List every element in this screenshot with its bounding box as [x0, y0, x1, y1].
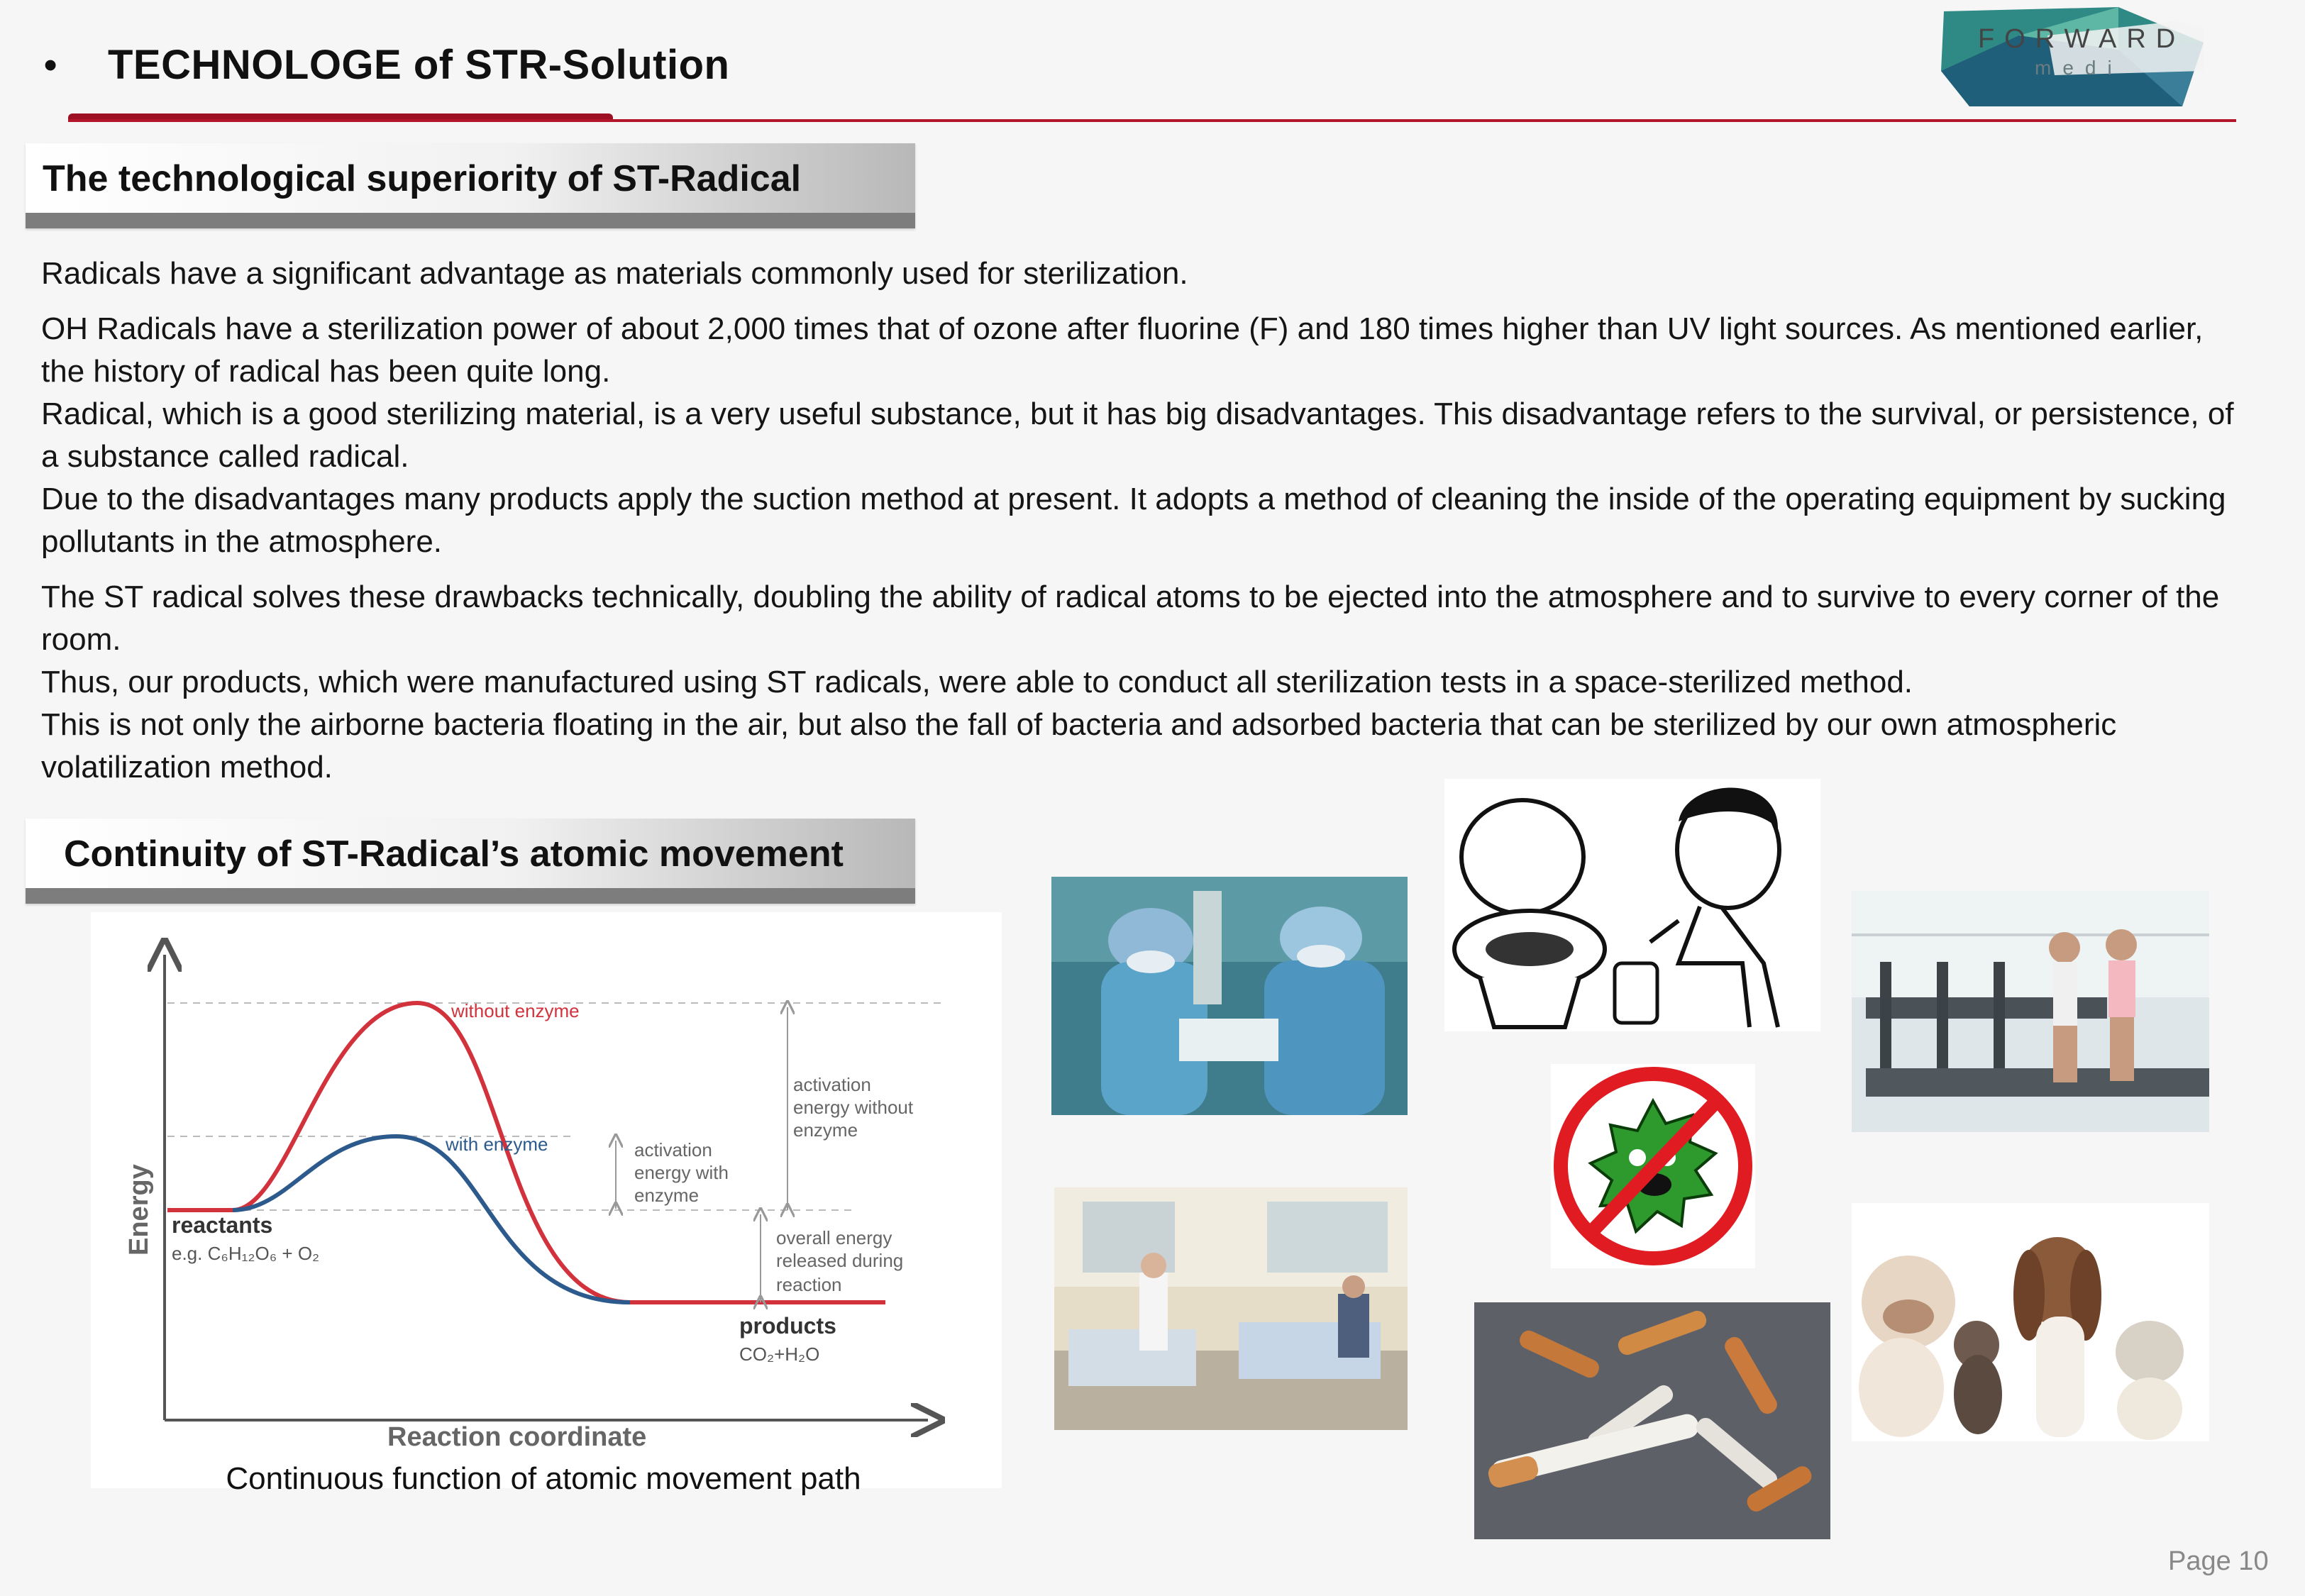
energy-diagram-svg — [91, 912, 1002, 1488]
surgery-photo — [1051, 877, 1408, 1115]
paragraph: The ST radical solves these drawbacks technically, doubling the ability of radical atoms to be ejected into the atmosphere and to survive to every corner of the room. — [41, 580, 2220, 657]
ann-overall-line3: reaction — [776, 1274, 842, 1295]
paragraph: OH Radicals have a sterilization power of about 2,000 times that of ozone after fluorine (F) and 180 times higher than UV light sources. As mentioned earlier, the history of radical has been quite long. — [41, 311, 2204, 389]
paragraph: Radical, which is a good sterilizing material, is a very useful substance, but it has big disadvantages. This disadvantage refers to the survival, or persistence, of a substance called radical. — [41, 397, 2234, 474]
reactants-formula: e.g. C₆H₁₂O₆ + O₂ — [172, 1243, 320, 1264]
ann-with-line2: energy with — [634, 1162, 729, 1183]
ann-without-line1: activation — [793, 1074, 871, 1095]
title-underline — [68, 119, 2236, 122]
ann-overall-line1: overall energy — [776, 1227, 892, 1248]
paragraph: Due to the disadvantages many products apply the suction method at present. It adopts a method of cleaning the inside of the operating equipment by sucking pollutants in the atmosphere. — [41, 482, 2226, 559]
logo-subtext: medi — [2035, 57, 2123, 79]
section-heading-superiority — [26, 143, 915, 228]
section-heading-continuity — [26, 819, 915, 904]
products-label: products — [739, 1313, 836, 1339]
title-bullet: • — [44, 45, 57, 86]
gym-treadmill-photo — [1852, 891, 2209, 1132]
ann-with-line1: activation — [634, 1139, 712, 1160]
x-axis-label: Reaction coordinate — [387, 1422, 647, 1452]
page-number: Page 10 — [2168, 1546, 2269, 1576]
section-heading-label: Continuity of ST-Radical’s atomic movement — [64, 833, 844, 875]
body-text — [41, 253, 2240, 789]
cigarette-ashtray-photo — [1474, 1302, 1830, 1539]
energy-diagram — [91, 912, 1002, 1488]
no-germs-sign — [1551, 1064, 1755, 1268]
paragraph: This is not only the airborne bacteria floating in the air, but also the fall of bacteria and adsorbed bacteria that can be sterilized by our own atmospheric volatilization method. — [41, 707, 2117, 785]
ann-without-line3: enzyme — [793, 1119, 858, 1141]
paragraph: Radicals have a significant advantage as materials commonly used for sterilization. — [41, 256, 1188, 291]
curve-without-label: without enzyme — [451, 1000, 580, 1021]
diagram-caption: Continuous function of atomic movement path — [226, 1461, 861, 1496]
ann-without-line2: energy without — [793, 1097, 914, 1118]
pets-photo — [1852, 1203, 2209, 1441]
section-heading-label: The technological superiority of ST-Radical — [43, 158, 802, 199]
hospital-ward-photo — [1054, 1187, 1408, 1430]
y-axis-label: Energy — [124, 1164, 154, 1256]
toilet-odor-illustration — [1444, 779, 1820, 1031]
curve-with-label: with enzyme — [446, 1134, 548, 1155]
ann-overall-line2: released during — [776, 1250, 904, 1271]
reactants-label: reactants — [172, 1212, 273, 1238]
logo-text: FORWARD — [1978, 24, 2186, 54]
ann-with-line3: enzyme — [634, 1185, 700, 1206]
page-title: TECHNOLOGE of STR-Solution — [108, 42, 730, 88]
products-formula: CO₂+H₂O — [739, 1343, 820, 1365]
paragraph: Thus, our products, which were manufactured using ST radicals, were able to conduct all sterilization tests in a space-sterilized method. — [41, 665, 1913, 699]
